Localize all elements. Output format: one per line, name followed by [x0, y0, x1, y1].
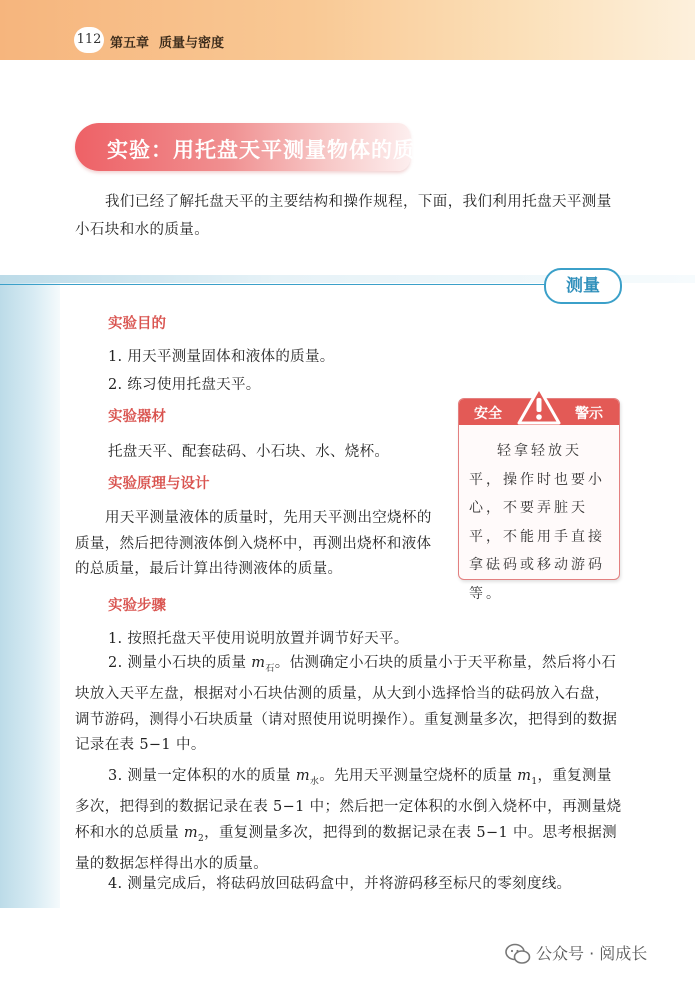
step-3-text-b: 。先用天平测量空烧杯的质量	[319, 768, 518, 784]
step-2-var: m	[251, 655, 266, 671]
page-number: 112	[74, 27, 104, 53]
page-header	[0, 0, 695, 60]
step-3-m2-sub: 2	[198, 833, 205, 844]
chapter-title: 质量与密度	[159, 36, 225, 51]
intro-paragraph: 我们已经了解托盘天平的主要结构和操作规程，下面，我们利用托盘天平测量小石块和水的质量。	[75, 194, 612, 238]
step-3	[75, 764, 623, 878]
measure-divider	[0, 284, 545, 285]
step-3-var: m	[295, 768, 310, 784]
warning-label: 警示	[575, 406, 603, 422]
equipment-heading: 实验器材	[108, 408, 166, 425]
equipment-list: 托盘天平、配套砝码、小石块、水、烧杯。	[108, 444, 390, 460]
step-4: 4. 测量完成后，将砝码放回砝码盒中，并将游码移至标尺的零刻度线。	[108, 876, 572, 892]
purpose-item: 1. 用天平测量固体和液体的质量。	[108, 349, 335, 365]
principle-heading: 实验原理与设计	[108, 475, 210, 492]
purpose-item: 2. 练习使用托盘天平。	[108, 377, 261, 393]
step-3-m1-sub: 1	[531, 776, 538, 787]
warning-triangle-icon	[517, 386, 561, 426]
step-2-sub: 石	[265, 663, 275, 674]
safety-warning-box	[458, 398, 620, 602]
step-2	[75, 651, 623, 759]
section-title: 实验：用托盘天平测量物体的质量	[107, 137, 437, 162]
step-3-m2: m	[183, 824, 199, 841]
steps-heading: 实验步骤	[108, 597, 166, 614]
safety-text: 轻拿轻放天平，操作时也要小心，不要弄脏天平，不能用手直接拿砝码或移动游码等。	[469, 443, 605, 602]
panel-side-band	[0, 283, 60, 908]
wechat-icon	[505, 943, 531, 965]
step-3-m1: m	[517, 768, 532, 784]
step-2-text-a: 2. 测量小石块的质量	[108, 655, 252, 671]
step-3-text-a: 3. 测量一定体积的水的质量	[108, 768, 296, 784]
step-3-text-c: ，重复测量多次，把得到的数据记录在表 5−1 中；然后把一定体积的水倒入烧杯中，再测量烧杯和水的总质量	[75, 768, 622, 841]
step-1: 1. 按照托盘天平使用说明放置并调节好天平。	[108, 631, 409, 647]
chapter-number: 第五章	[110, 36, 150, 51]
step-3-text-d: ，重复测量多次，把得到的数据记录在表 5−1 中。思考根据测量的数据怎样得出水的质量。	[75, 824, 617, 873]
principle-paragraph: 用天平测量液体的质量时，先用天平测出空烧杯的质量，然后把待测液体倒入烧杯中，再测出烧杯和液体的总质量，最后计算出待测液体的质量。	[75, 510, 432, 577]
step-3-sub: 水	[309, 776, 320, 787]
watermark-text: 公众号 · 阅成长	[536, 944, 648, 963]
purpose-heading: 实验目的	[108, 315, 166, 332]
chapter-heading	[110, 32, 224, 51]
measure-tag: 测量	[544, 268, 622, 304]
step-2-text-b: 。估测确定小石块的质量小于天平称量，然后将小石块放入天平左盘，根据对小石块估测的质量，从大到小选择恰当的砝码放入右盘，调节游码，测得小石块质量（请对照使用说明操作）。重复测量多次，把得到的数据记录在表 5−1 中。	[75, 655, 618, 754]
safety-label: 安全	[474, 406, 502, 422]
